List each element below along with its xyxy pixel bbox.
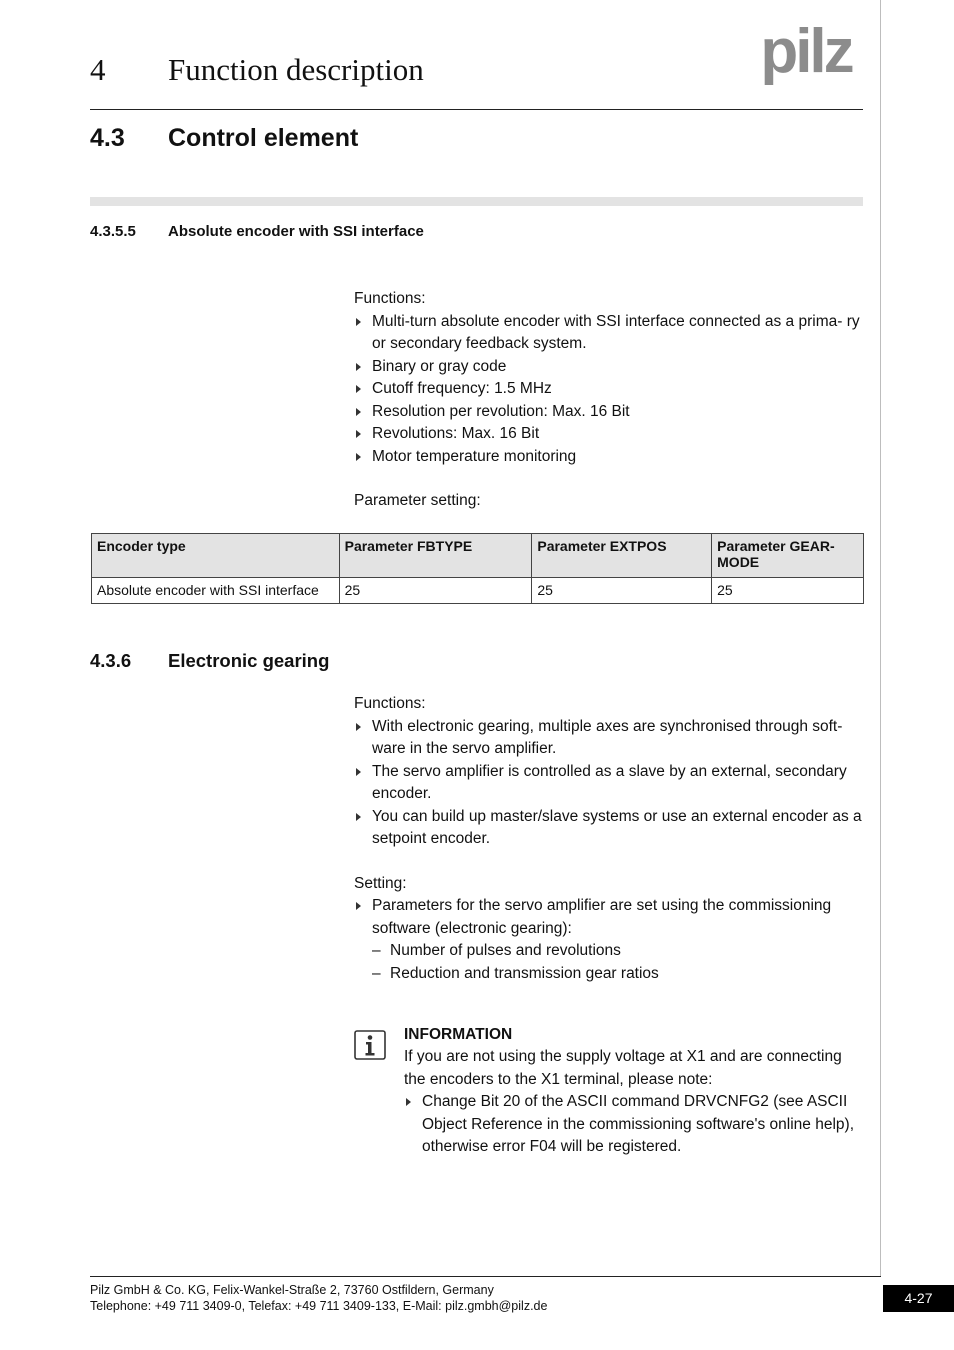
table-header-cell: Parameter GEAR- MODE bbox=[712, 534, 864, 578]
list-item: Change Bit 20 of the ASCII command DRVCNFG2 (see ASCII Object Reference in the commissioning software's online help), otherwise error F04 will be registered. bbox=[404, 1091, 866, 1159]
list-item: – Number of pulses and revolutions bbox=[372, 940, 866, 963]
gearing-block bbox=[354, 693, 866, 985]
chapter-number: 4 bbox=[90, 52, 106, 87]
table-cell: 25 bbox=[712, 578, 864, 604]
footer-rule bbox=[90, 1276, 881, 1277]
table-header-row bbox=[92, 534, 864, 578]
gearing-functions-list bbox=[354, 716, 866, 851]
chapter-title: Function description bbox=[168, 52, 424, 87]
parameter-setting-label: Parameter setting: bbox=[354, 492, 481, 509]
list-item: Binary or gray code bbox=[354, 356, 866, 379]
functions-label: Functions: bbox=[354, 695, 426, 712]
list-item: With electronic gearing, multiple axes are synchronised through soft- ware in the servo amplifier. bbox=[354, 716, 866, 761]
information-text: If you are not using the supply voltage at X1 and are connecting the encoders to the X1 terminal, please note: bbox=[404, 1048, 842, 1088]
pilz-logo bbox=[748, 26, 864, 96]
section-number: 4.3 bbox=[90, 124, 125, 152]
list-item: Motor temperature monitoring bbox=[354, 446, 866, 469]
parameter-table bbox=[91, 533, 864, 604]
list-item: Resolution per revolution: Max. 16 Bit bbox=[354, 401, 866, 424]
ssi-functions-list bbox=[354, 311, 866, 469]
list-item: You can build up master/slave systems or use an external encoder as a setpoint encoder. bbox=[354, 806, 866, 851]
functions-label: Functions: bbox=[354, 290, 426, 307]
footer bbox=[90, 1282, 547, 1314]
section-divider-bar bbox=[90, 197, 863, 206]
table-cell: 25 bbox=[339, 578, 532, 604]
subsection-number: 4.3.5.5 bbox=[90, 223, 136, 240]
right-margin-line bbox=[880, 0, 881, 1276]
list-item: – Reduction and transmission gear ratios bbox=[372, 963, 866, 986]
table-cell: 25 bbox=[532, 578, 712, 604]
setting-label: Setting: bbox=[354, 874, 407, 892]
footer-address: Pilz GmbH & Co. KG, Felix-Wankel-Straße 2, 73760 Ostfildern, Germany bbox=[90, 1283, 494, 1297]
table-header-cell: Parameter EXTPOS bbox=[532, 534, 712, 578]
subsection-title: Absolute encoder with SSI interface bbox=[168, 223, 424, 240]
information-title: INFORMATION bbox=[404, 1026, 513, 1043]
setting-item-text: Parameters for the servo amplifier are set using the commissioning software (electronic gearing): bbox=[372, 897, 832, 937]
table-header-cell: Encoder type bbox=[92, 534, 340, 578]
list-item: Cutoff frequency: 1.5 MHz bbox=[354, 378, 866, 401]
setting-list bbox=[354, 895, 866, 985]
list-item bbox=[354, 895, 866, 985]
logo-text: pilz bbox=[760, 26, 852, 86]
list-item: Revolutions: Max. 16 Bit bbox=[354, 423, 866, 446]
setting-sublist bbox=[354, 940, 866, 985]
subsection-number: 4.3.6 bbox=[90, 650, 132, 671]
section-title: Control element bbox=[168, 124, 359, 152]
list-item: The servo amplifier is controlled as a slave by an external, secondary encoder. bbox=[354, 761, 866, 806]
list-item: Multi-turn absolute encoder with SSI interface connected as a prima- ry or secondary feedback system. bbox=[354, 311, 866, 356]
ssi-functions-block bbox=[354, 288, 866, 513]
subsection-title: Electronic gearing bbox=[168, 650, 330, 671]
table-cell: Absolute encoder with SSI interface bbox=[92, 578, 340, 604]
table-header-cell: Parameter FBTYPE bbox=[339, 534, 532, 578]
footer-contact: Telephone: +49 711 3409-0, Telefax: +49 711 3409-133, E-Mail: pilz.gmbh@pilz.de bbox=[90, 1299, 548, 1313]
page-number: 4-27 bbox=[883, 1285, 954, 1312]
header-rule bbox=[90, 109, 863, 110]
information-block bbox=[404, 1046, 866, 1159]
information-icon bbox=[354, 1030, 386, 1060]
table-row bbox=[92, 578, 864, 604]
information-list bbox=[404, 1091, 866, 1159]
